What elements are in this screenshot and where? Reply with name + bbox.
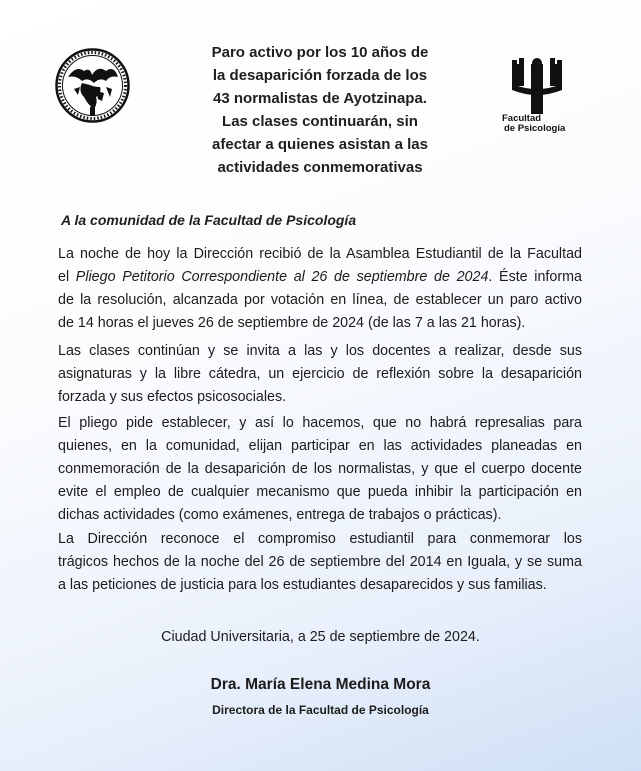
- psychology-faculty-logo-text: [498, 114, 588, 134]
- paragraph-line: quienes, en la comunidad, elijan participar en las actividades planeadas en: [58, 438, 582, 454]
- paragraph-2: [58, 340, 582, 409]
- signer-title: Directora de la Facultad de Psicología: [212, 703, 429, 717]
- paragraph-line: asignaturas y la libre cátedra, un ejercicio de reflexión sobre la desaparición: [58, 366, 582, 382]
- paragraph-line: La noche de hoy la Dirección recibió de la Asamblea Estudiantil de la Facultad: [58, 246, 582, 262]
- petition-title: Pliego Petitorio Correspondiente al 26 de septiembre de 2024: [75, 269, 489, 285]
- paragraph-line: a las peticiones de justicia para los estudiantes desaparecidos y sus familias.: [58, 577, 547, 593]
- paragraph-line: de 14 horas el jueves 26 de septiembre de 2024 (de las 7 a las 21 horas).: [58, 315, 526, 331]
- logo-text-line: Facultad: [502, 113, 542, 124]
- paragraph-line: evite el empleo de cualquier mecanismo que pueda inhibir la participación en: [58, 484, 582, 500]
- logo-text-line: de Psicología: [504, 123, 566, 134]
- salutation: A la comunidad de la Facultad de Psicología: [61, 212, 357, 228]
- headline-line: la desaparición forzada de los: [212, 67, 428, 84]
- paragraph-line: Las clases continúan y se invita a las y los docentes a realizar, desde sus: [58, 343, 582, 359]
- paragraph-1: [58, 243, 582, 335]
- psychology-faculty-logo: [498, 58, 588, 138]
- paragraph-line: de la resolución, alcanzada por votación en línea, de establecer un paro activo: [58, 292, 582, 308]
- headline: [185, 41, 455, 179]
- paragraph-line: El pliego pide establecer, y así lo hacemos, que no habrá represalias para: [58, 415, 582, 431]
- paragraph-line: trágicos hechos de la noche del 26 de septiembre del 2014 en Iguala, y se suma: [58, 554, 582, 570]
- paragraph-line: [58, 266, 582, 289]
- paragraph-line: conmemoración de la desaparición de los normalistas, y que el cuerpo docente: [58, 461, 582, 477]
- paragraph-4: [58, 528, 582, 597]
- headline-line: Las clases continuarán, sin: [222, 113, 418, 130]
- headline-line: 43 normalistas de Ayotzinapa.: [213, 90, 427, 107]
- line-text: el: [58, 269, 76, 285]
- paragraph-line: La Dirección reconoce el compromiso estudiantil para conmemorar los: [58, 531, 582, 547]
- place-date: Ciudad Universitaria, a 25 de septiembre de 2024.: [161, 629, 480, 645]
- psychology-faculty-logo-icon: [498, 58, 588, 114]
- headline-line: afectar a quienes asistan a las: [212, 136, 428, 153]
- signer-name: Dra. María Elena Medina Mora: [210, 676, 431, 693]
- line-text: . Éste informa: [488, 269, 582, 285]
- paragraph-3: [58, 412, 582, 527]
- unam-seal-icon: [54, 47, 131, 124]
- paragraph-line: dichas actividades (como exámenes, entrega de trabajos o prácticas).: [58, 507, 502, 523]
- paragraph-line: forzada y sus efectos psicosociales.: [58, 389, 287, 405]
- headline-line: Paro activo por los 10 años de: [211, 44, 429, 61]
- headline-line: actividades conmemorativas: [217, 159, 423, 176]
